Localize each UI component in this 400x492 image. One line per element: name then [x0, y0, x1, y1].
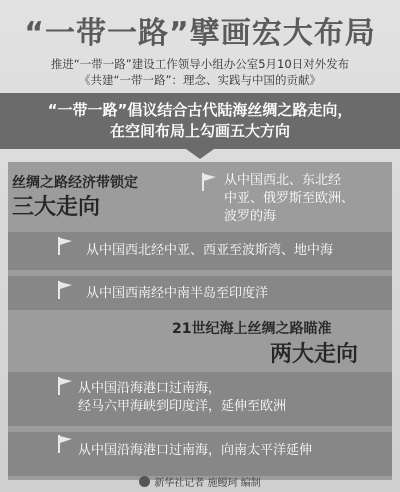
xinhua-logo-icon [139, 476, 150, 487]
land-route-2: 从中国西北经中亚、西亚至波斯湾、地中海 [86, 243, 334, 258]
credit-line [0, 474, 400, 489]
flag-icon [56, 434, 74, 454]
land-heading-small: 丝绸之路经济带锁定 [12, 175, 138, 191]
sea-heading-large: 两大走向 [270, 342, 359, 367]
sea-heading-small: 21世纪海上丝绸之路瞄准 [172, 321, 332, 337]
banner-arrow [186, 149, 214, 159]
land-route-3: 从中国西南经中南半岛至印度洋 [86, 286, 269, 301]
land-route-1: 从中国西北、东北经 中亚、俄罗斯至欧洲、 波罗的海 [224, 173, 355, 224]
banner-line-2: 在空间布局上勾画五大方向 [109, 122, 290, 140]
land-heading-large: 三大走向 [12, 195, 101, 220]
flag-icon [56, 280, 74, 300]
banner-line-1: “一带一路”倡议结合古代陆海丝绸之路走向， [47, 101, 353, 119]
page-title: “一带一路”擘画宏大布局 [24, 16, 376, 51]
flag-icon [56, 376, 74, 396]
sea-route-1: 从中国沿海港口过南海， 经马六甲海峡到印度洋，延伸至欧洲 [78, 381, 287, 414]
flag-icon [200, 172, 218, 192]
flag-icon [56, 236, 74, 256]
subtitle-line-2: 《共建“一带一路”：理念、实践与中国的贡献》 [79, 73, 321, 87]
subtitle-line-1: 推进“一带一路”建设工作领导小组办公室5月10日对外发布 [50, 57, 350, 71]
sea-route-2: 从中国沿海港口过南海，向南太平洋延伸 [78, 443, 313, 458]
credit-text: 新华社记者 施鳗珂 编制 [154, 478, 261, 489]
banner [0, 93, 400, 149]
